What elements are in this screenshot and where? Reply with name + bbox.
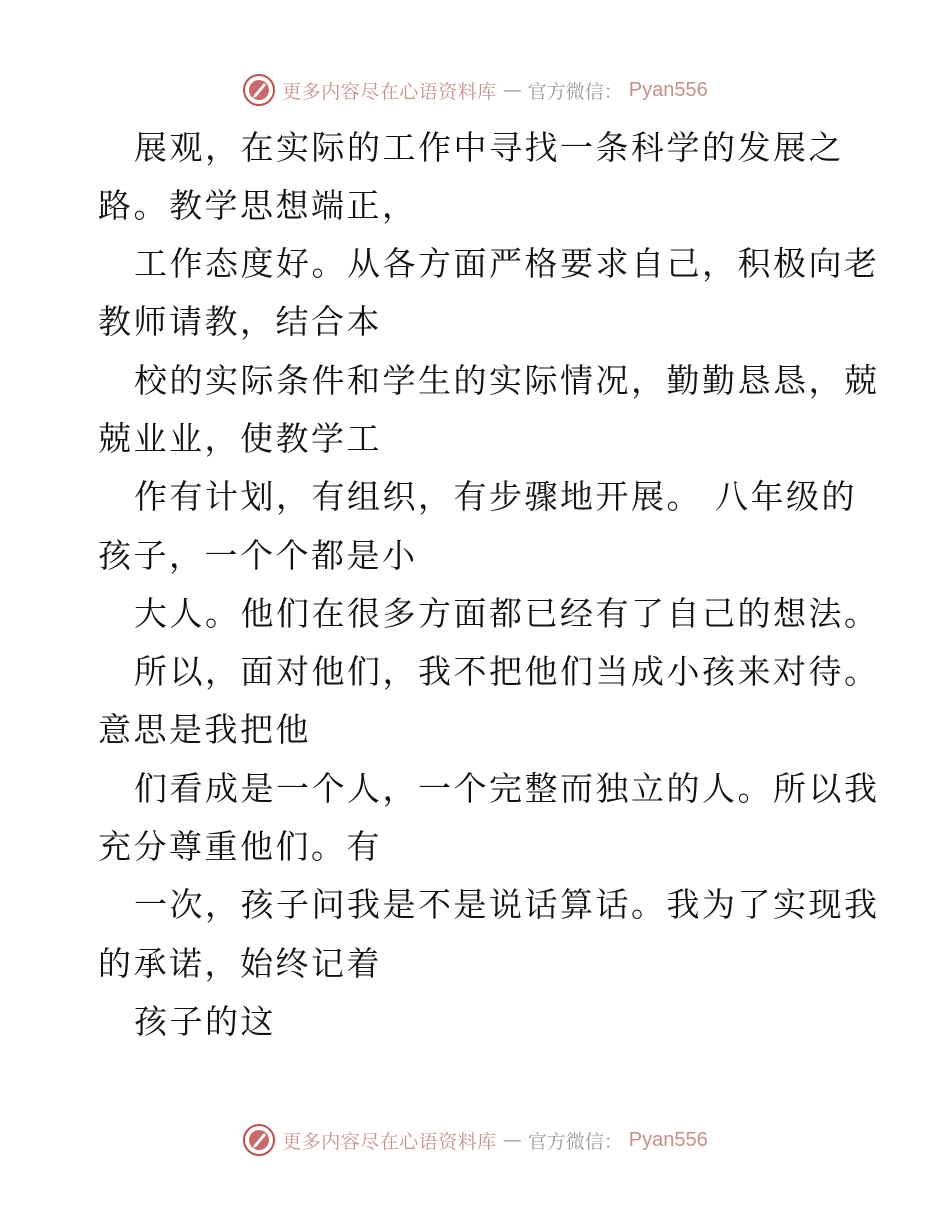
text-line: 展观，在实际的工作中寻找一条科学的发展之 — [134, 128, 844, 167]
pen-logo-icon — [242, 73, 276, 107]
text-line: 大人。他们在很多方面都已经有了自己的想法。 — [134, 594, 880, 633]
text-line: 意思是我把他 — [98, 710, 311, 749]
text-line: 孩子，一个个都是小 — [98, 536, 418, 575]
text-line: 所以，面对他们，我不把他们当成小孩来对待。 — [134, 652, 880, 691]
text-line: 路。教学思想端正， — [98, 186, 418, 225]
watermark-text: 更多内容尽在心语资料库 — [282, 1130, 497, 1153]
watermark-wechat-id: Pyan556 — [628, 1128, 708, 1151]
watermark-group — [242, 1123, 708, 1157]
watermark-group — [242, 73, 708, 107]
text-line: 充分尊重他们。有 — [98, 827, 382, 866]
text-line: 的承诺，始终记着 — [98, 944, 382, 983]
header-watermark — [0, 70, 950, 110]
footer-watermark — [0, 1120, 950, 1160]
text-line: 孩子的这 — [134, 1002, 276, 1041]
text-line: 作有计划，有组织，有步骤地开展。 八年级的 — [134, 477, 857, 516]
text-line: 兢业业，使教学工 — [98, 419, 382, 458]
watermark-separator: — — [502, 1129, 522, 1151]
watermark-wechat-id: Pyan556 — [628, 78, 708, 101]
watermark-wechat-label: 官方微信： — [527, 80, 623, 103]
watermark-separator: — — [502, 79, 522, 101]
pen-logo-icon — [242, 1123, 276, 1157]
text-line: 一次，孩子问我是不是说话算话。我为了实现我 — [134, 885, 880, 924]
watermark-wechat-label: 官方微信： — [527, 1130, 623, 1153]
text-line: 们看成是一个人，一个完整而独立的人。所以我 — [134, 769, 880, 808]
text-line: 校的实际条件和学生的实际情况，勤勤恳恳，兢 — [134, 361, 880, 400]
text-line: 工作态度好。从各方面严格要求自己，积极向老 — [134, 244, 880, 283]
watermark-text: 更多内容尽在心语资料库 — [282, 80, 497, 103]
text-line: 教师请教，结合本 — [98, 302, 382, 341]
